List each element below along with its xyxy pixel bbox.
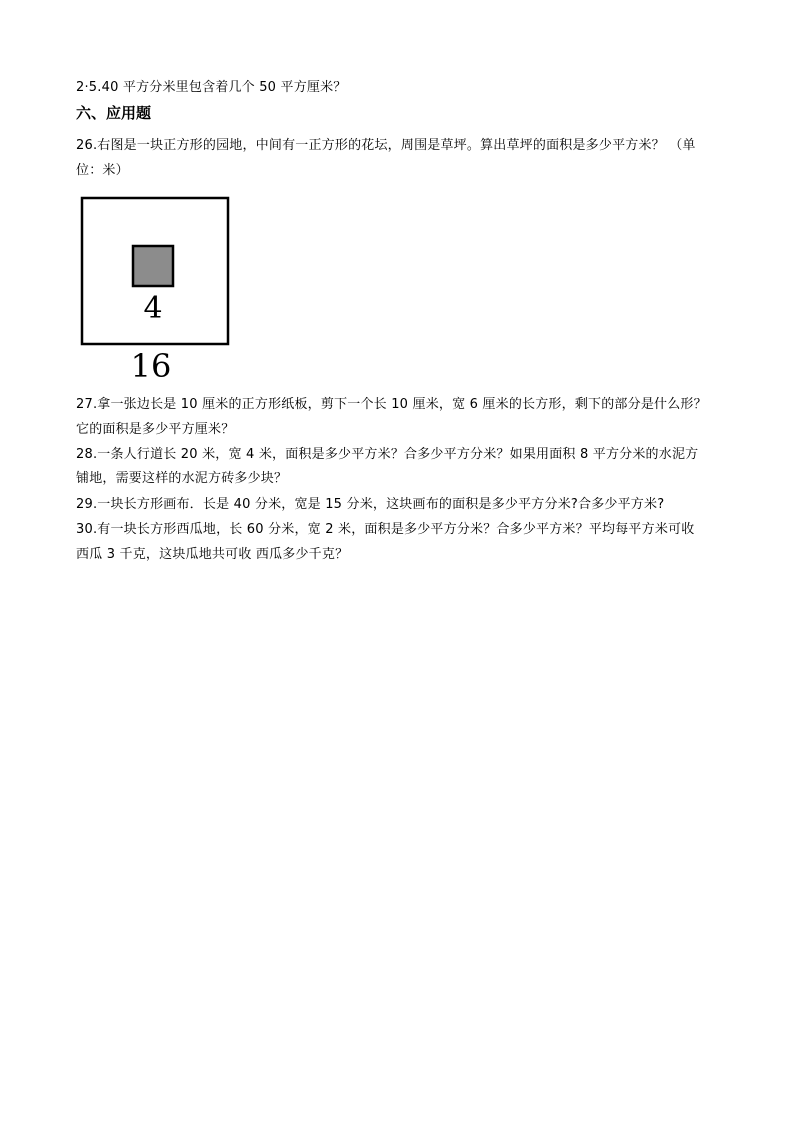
- question-29: 29.一块长方形画布．长是 40 分米，宽是 15 分米，这块画布的面积是多少平方分米?合多少平方米?: [76, 497, 665, 512]
- outer-side-label: 16: [130, 347, 172, 382]
- question-25-tail: 2·5.40 平方分米里包含着几个 50 平方厘米？: [76, 80, 347, 95]
- question-27-line-1: 27.拿一张边长是 10 厘米的正方形纸板，剪下一个长 10 厘米，宽 6 厘米的长方形，剩下的部分是什么形？: [76, 397, 707, 412]
- inner-side-label: 4: [143, 291, 163, 326]
- inner-square-flowerbed: [133, 246, 173, 286]
- question-26-line-1: 26.右图是一块正方形的园地，中间有一正方形的花坛，周围是草坪。算出草坪的面积是多少平方米？ （单: [76, 138, 696, 153]
- garden-figure: [80, 196, 232, 382]
- question-30-line-2: 西瓜 3 千克，这块瓜地共可收 西瓜多少千克？: [76, 547, 349, 562]
- section-title-applications: 六、应用题: [76, 104, 152, 122]
- question-26-line-2: 位：米）: [76, 163, 129, 178]
- question-28-line-2: 铺地，需要这样的水泥方砖多少块？: [76, 471, 288, 486]
- question-30-line-1: 30.有一块长方形西瓜地，长 60 分米，宽 2 米，面积是多少平方分米？合多少平方米？平均每平方米可收: [76, 522, 695, 537]
- question-28-line-1: 28.一条人行道长 20 米，宽 4 米，面积是多少平方米？合多少平方分米？如果用面积 8 平方分米的水泥方: [76, 447, 699, 462]
- question-27-line-2: 它的面积是多少平方厘米？: [76, 422, 235, 437]
